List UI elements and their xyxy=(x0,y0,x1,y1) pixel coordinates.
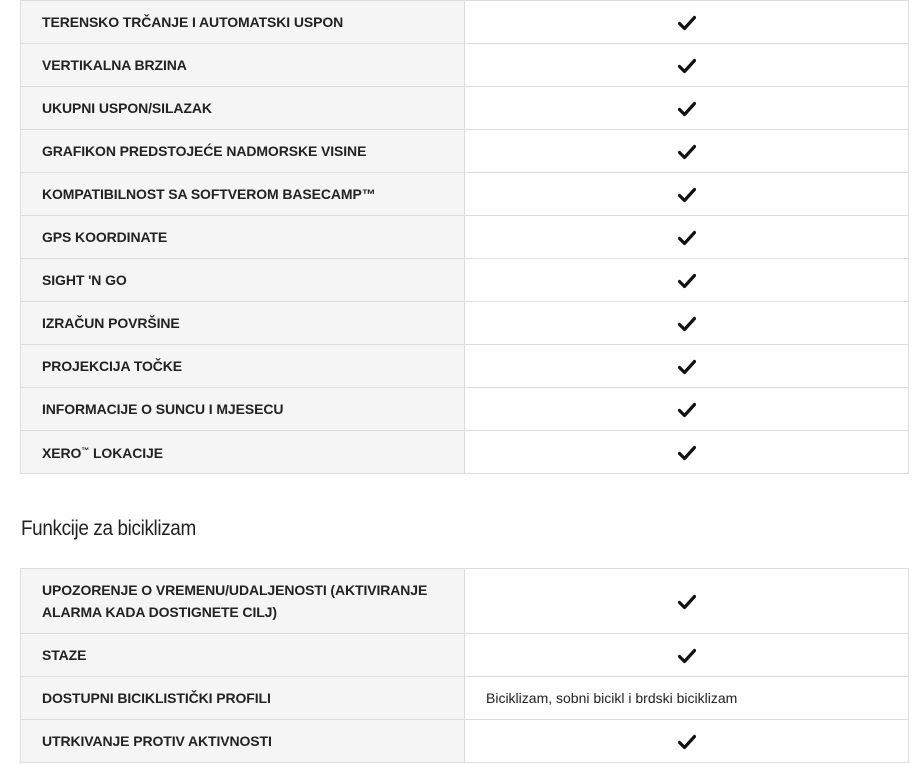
feature-value xyxy=(465,216,909,259)
feature-label: INFORMACIJE O SUNCU I MJESECU xyxy=(21,388,465,431)
feature-value xyxy=(465,173,909,216)
feature-value xyxy=(465,634,909,677)
feature-label: PROJEKCIJA TOČKE xyxy=(21,345,465,388)
check-icon xyxy=(678,230,696,246)
feature-value xyxy=(465,1,909,44)
feature-value xyxy=(465,345,909,388)
features-table xyxy=(20,0,909,474)
section-heading: Funkcije za biciklizam xyxy=(21,517,196,540)
check-icon xyxy=(678,359,696,375)
check-icon xyxy=(678,101,696,117)
feature-label: UPOZORENJE O VREMENU/UDALJENOSTI (AKTIVIRANJE ALARMA KADA DOSTIGNETE CILJ) xyxy=(21,569,465,634)
table-row xyxy=(21,87,909,130)
check-icon xyxy=(678,58,696,74)
check-icon xyxy=(678,734,696,750)
feature-value xyxy=(465,44,909,87)
feature-value xyxy=(465,720,909,763)
feature-label: TERENSKO TRČANJE I AUTOMATSKI USPON xyxy=(21,1,465,44)
table-row xyxy=(21,216,909,259)
feature-value xyxy=(465,259,909,302)
feature-label-suffix: LOKACIJE xyxy=(89,445,163,461)
table-row xyxy=(21,1,909,44)
feature-label: GPS KOORDINATE xyxy=(21,216,465,259)
feature-label: UTRKIVANJE PROTIV AKTIVNOSTI xyxy=(21,720,465,763)
table-row xyxy=(21,720,909,763)
table-row xyxy=(21,173,909,216)
check-icon xyxy=(678,445,696,461)
feature-label: UKUPNI USPON/SILAZAK xyxy=(21,87,465,130)
feature-label: STAZE xyxy=(21,634,465,677)
feature-value xyxy=(465,431,909,474)
feature-value xyxy=(465,388,909,431)
table-row xyxy=(21,388,909,431)
feature-label: IZRAČUN POVRŠINE xyxy=(21,302,465,345)
feature-value xyxy=(465,130,909,173)
check-icon xyxy=(678,187,696,203)
table-row xyxy=(21,130,909,173)
feature-value xyxy=(465,569,909,634)
table-row xyxy=(21,569,909,634)
feature-label: DOSTUPNI BICIKLISTIČKI PROFILI xyxy=(21,677,465,720)
table-row xyxy=(21,677,909,720)
feature-value xyxy=(465,302,909,345)
cycling-features-table xyxy=(20,568,909,763)
table-row xyxy=(21,44,909,87)
feature-label: SIGHT 'N GO xyxy=(21,259,465,302)
feature-label: KOMPATIBILNOST SA SOFTVEROM BASECAMP™ xyxy=(21,173,465,216)
check-icon xyxy=(678,273,696,289)
feature-label: VERTIKALNA BRZINA xyxy=(21,44,465,87)
feature-label: GRAFIKON PREDSTOJEĆE NADMORSKE VISINE xyxy=(21,130,465,173)
feature-label-text: XERO xyxy=(42,445,82,461)
table-row xyxy=(21,345,909,388)
table-row xyxy=(21,302,909,345)
table-row xyxy=(21,259,909,302)
check-icon xyxy=(678,15,696,31)
table-row xyxy=(21,431,909,474)
check-icon xyxy=(678,316,696,332)
table-row xyxy=(21,634,909,677)
check-icon xyxy=(678,594,696,610)
feature-value: Biciklizam, sobni bicikl i brdski biciklizam xyxy=(465,677,909,720)
feature-label xyxy=(21,431,465,474)
check-icon xyxy=(678,648,696,664)
feature-value xyxy=(465,87,909,130)
check-icon xyxy=(678,144,696,160)
check-icon xyxy=(678,402,696,418)
trademark-mark: ™ xyxy=(81,446,90,455)
